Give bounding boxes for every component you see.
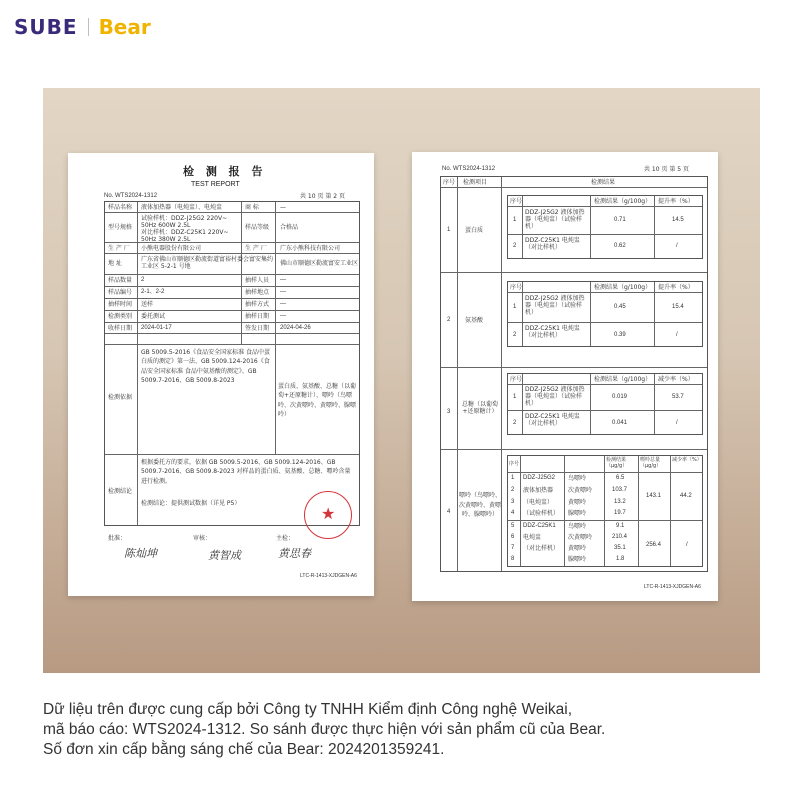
g4-r2-value: 103.7: [612, 487, 628, 493]
label-sample-qty: 样品数量: [108, 277, 133, 284]
report-title: 检 测 报 告: [183, 165, 267, 178]
g4-r6-idx: 6: [511, 534, 515, 540]
g4-r6-value: 210.4: [612, 534, 628, 540]
sube-logo: SUBE: [14, 15, 78, 39]
g2-r2-value: 0.39: [614, 332, 626, 338]
g4-r8-component: 腺嘌呤: [568, 556, 587, 563]
group-2-subtable: [507, 281, 703, 347]
label-issue-date: 签发日期: [245, 325, 270, 332]
g2-col-pct: 提升率（%）: [658, 284, 694, 291]
value-sample-qty: 2: [141, 277, 145, 283]
group-3-no: 3: [447, 409, 451, 415]
g4-r5-idx: 5: [511, 523, 515, 529]
g1-r1-value: 0.71: [614, 217, 626, 223]
group-2-no: 2: [447, 317, 451, 323]
g3-r2-value: 0.041: [612, 420, 628, 426]
seal-star-icon: ★: [321, 506, 336, 523]
g1-r1-idx: 1: [513, 217, 517, 223]
g4-r7-value: 35.1: [614, 545, 626, 551]
g4-col-total: 嘌呤总量（μg/g）: [640, 457, 662, 469]
label-sampling-time: 抽样时间: [108, 301, 133, 308]
group-4-item: 嘌呤（鸟嘌呤、次黄嘌呤、黄嘌呤、腺嘌呤）: [459, 492, 502, 519]
label-model: 型号规格: [108, 224, 133, 231]
label-test-basis: 检测依据: [108, 394, 133, 401]
g4-r3-component: 黄嘌呤: [568, 499, 587, 506]
caption-line-1: Dữ liệu trên được cung cấp bởi Công ty TNHH Kiểm định Công nghệ Weikai,: [43, 701, 573, 718]
group-2-item: 氨基酸: [465, 317, 484, 324]
label-sampler: 抽样人员: [245, 277, 270, 284]
group-4-no: 4: [447, 509, 451, 515]
g2-col-unit: 检测结果（g/100g）: [594, 284, 652, 291]
g4-r5-value: 9.1: [616, 523, 625, 529]
value-items-tested: 蛋白质、氨基酸、总糖（以葡萄+还原糖计）、嘌呤（鸟嘌呤、次黄嘌呤、黄嘌呤、腺嘌呤）: [278, 383, 357, 418]
value-issue-date: 2024-04-26: [280, 325, 311, 331]
header-item: 检测项目: [463, 179, 488, 186]
g2-r2-idx: 2: [513, 332, 517, 338]
g3-r1-pct: 53.7: [672, 394, 684, 400]
g4-r7-component: 黄嘌呤: [568, 545, 587, 552]
g4-r1-value: 6.5: [616, 475, 625, 481]
g4-r6-component: 次黄嘌呤: [568, 534, 593, 541]
label-address: 地 址: [108, 260, 122, 267]
report-number-right: No. WTS2024-1312: [442, 166, 496, 172]
g4-r4-component: 腺嘌呤: [568, 510, 587, 517]
label-sample-name: 样品名称: [108, 204, 133, 211]
g1-r2-sample: DDZ-C25K1 电炖盅（对比样机）: [525, 237, 580, 252]
g1-col-unit: 检测结果（g/100g）: [594, 198, 652, 205]
results-table: [440, 176, 708, 572]
g1-r1-sample: DDZ-J25G2 液体加热器（电炖盅）（试验样机）: [525, 209, 585, 231]
g4-r8-idx: 8: [511, 556, 515, 562]
g2-r1-idx: 1: [513, 304, 517, 310]
label-sampling-date: 抽样日期: [245, 313, 270, 320]
header-no: 序号: [443, 179, 456, 186]
group-3-subtable: [507, 373, 703, 435]
group-1-item: 蛋白质: [465, 227, 484, 234]
g3-r1-idx: 1: [513, 394, 517, 400]
value-conclusion: 根据委托方的要求，依据 GB 5009.5-2016、GB 5009.124-2016、GB 5009.7-2016、GB 5009.8-2023 对样品的蛋白质、氨基酸、总糖、嘌呤含量进行检测。: [141, 459, 351, 485]
g4-r3-value: 13.2: [614, 499, 626, 505]
header-result: 检测结果: [591, 179, 616, 186]
g3-r1-value: 0.019: [612, 394, 628, 400]
page-indicator-right: 共 10 页 第 5 页: [644, 166, 689, 173]
group-3-item: 总糖（以葡萄+还原糖计）: [461, 401, 498, 416]
g4-r3-idx: 3: [511, 499, 515, 505]
g3-col-pct: 减少率（%）: [658, 376, 694, 383]
g2-r1-sample: DDZ-J25G2 液体加热器（电炖盅）（试验样机）: [525, 295, 585, 317]
approver-signature: 陈灿坤: [124, 547, 157, 560]
g4-r1-sample: DDZ-J25G2: [523, 475, 556, 481]
value-sample-id: 2-1、2-2: [141, 289, 165, 295]
test-report-cover-page: [68, 153, 374, 596]
label-sampling-location: 抽样地点: [245, 289, 270, 296]
g3-r2-sample: DDZ-C25K1 电炖盅（对比样机）: [525, 413, 580, 428]
value-sampling-date: —: [280, 313, 286, 319]
label-producer: 生 产 厂: [245, 245, 267, 252]
caption-line-2: mã báo cáo: WTS2024-1312. So sánh được thực hiện với sản phẩm cũ của Bear.: [43, 721, 606, 738]
value-sampling-time: 送样: [141, 301, 154, 308]
label-receipt-date: 收样日期: [108, 325, 133, 332]
g4-r6-sample: 电炖盅: [523, 534, 542, 541]
g4-r4-sample: （试验样机）: [523, 510, 560, 517]
group-1-subtable: [507, 195, 703, 259]
value-producer-address: 佛山市顺德区勒流富安工业区: [280, 260, 359, 267]
form-code-right: LTC-R-1413-XJDGEN-A6: [644, 584, 701, 590]
reviewer-signature: 黄智成: [208, 549, 241, 562]
value-model-test: 试验样机：DDZ-J25G2 220V~ 50Hz 600W 2.5L: [141, 215, 228, 230]
brand-header: [14, 10, 151, 44]
value-sampling-method: —: [280, 301, 286, 307]
g4-r7-idx: 7: [511, 545, 515, 551]
label-trademark: 商 标: [245, 204, 259, 211]
test-results-page: [412, 152, 718, 601]
value-address: 广东省佛山市顺德区勒流街道富裕村委会富安集约工业区 5-2-1 号地: [141, 256, 274, 271]
tester-signature: 黄思春: [278, 547, 311, 560]
label-sampling-method: 抽样方式: [245, 301, 270, 308]
group-4-subtable: [507, 455, 703, 567]
g4-r5-sample: DDZ-C25K1: [523, 523, 556, 529]
g3-r2-idx: 2: [513, 420, 517, 426]
value-sample-note: 检测结论：提供测试数据（详见 P5）: [141, 500, 241, 507]
report-info-table: [104, 201, 360, 526]
label-sample-id: 样品编号: [108, 289, 133, 296]
g4-r7-sample: （对比样机）: [523, 545, 560, 552]
tester-label: 主检：: [276, 535, 295, 542]
approver-label: 批准：: [108, 535, 127, 542]
caption-line-3: Số đơn xin cấp bằng sáng chế của Bear: 2024201359241.: [43, 741, 445, 758]
reviewer-label: 审核：: [193, 535, 212, 542]
g1-col-pct: 提升率（%）: [658, 198, 694, 205]
g4-r1-component: 鸟嘌呤: [568, 475, 587, 482]
logo-divider: [88, 18, 89, 36]
g2-r2-sample: DDZ-C25K1 电炖盅（对比样机）: [525, 325, 580, 340]
value-sample-name: 液体加热器（电炖盅）、电炖盅: [141, 204, 223, 211]
g4-r1-idx: 1: [511, 475, 515, 481]
g4-r4-value: 19.7: [614, 510, 626, 516]
g4-pct-test: 44.2: [680, 493, 692, 499]
g4-r2-idx: 2: [511, 487, 515, 493]
g4-pct-compare: /: [686, 542, 688, 548]
g2-r2-pct: /: [676, 332, 678, 338]
g3-col-idx: 序号: [510, 376, 523, 383]
form-code: LTC-R-1413-XJDGEN-A6: [300, 573, 357, 579]
g2-col-idx: 序号: [510, 284, 523, 291]
g3-r2-pct: /: [676, 420, 678, 426]
g4-col-pct: 减少率（%）: [672, 457, 702, 463]
g4-total-compare: 256.4: [646, 542, 662, 548]
group-1-no: 1: [447, 227, 451, 233]
report-number: No. WTS2024-1312: [104, 193, 158, 199]
g2-r1-pct: 15.4: [672, 304, 684, 310]
g4-col-idx: 序号: [509, 461, 520, 467]
g4-r5-component: 鸟嘌呤: [568, 523, 587, 530]
g4-r8-value: 1.8: [616, 556, 625, 562]
value-receipt-date: 2024-01-17: [141, 325, 172, 331]
g4-r3-sample: （电炖盅）: [523, 499, 554, 506]
g1-r2-value: 0.62: [614, 243, 626, 249]
value-trademark: —: [280, 204, 286, 211]
report-panel: [43, 88, 760, 673]
report-subtitle: TEST REPORT: [191, 181, 240, 188]
value-test-category: 委托测试: [141, 313, 166, 320]
g4-r2-component: 次黄嘌呤: [568, 487, 593, 494]
g4-r2-sample: 液体加热器: [523, 487, 554, 494]
label-test-category: 检测类别: [108, 313, 133, 320]
g3-col-unit: 检测结果（g/100g）: [594, 376, 652, 383]
caption-block: [43, 700, 763, 760]
g1-r2-pct: /: [676, 243, 678, 249]
label-sample-grade: 样品等级: [245, 224, 270, 231]
g2-r1-value: 0.45: [614, 304, 626, 310]
bear-logo: Bear: [98, 15, 151, 39]
g3-r1-sample: DDZ-J25G2 液体加热器（电炖盅）（试验样机）: [525, 386, 585, 408]
value-sampler: —: [280, 277, 286, 283]
official-seal: [304, 491, 352, 539]
g1-r1-pct: 14.5: [672, 217, 684, 223]
page-indicator: 共 10 页 第 2 页: [300, 193, 345, 200]
value-test-basis: GB 5009.5-2016《食品安全国家标准 食品中蛋白质的测定》第一法、GB 5009.124-2016《食品安全国家标准 食品中氨基酸的测定》、GB 5009.7-2016、GB 5009.8-2023: [141, 349, 271, 384]
label-conclusion: 检测结论: [108, 488, 133, 495]
label-manufacturer: 生 产 厂: [108, 245, 130, 252]
value-model-compare: 对比样机：DDZ-C25K1 220V~ 50Hz 380W 2.5L: [141, 229, 229, 244]
g1-r2-idx: 2: [513, 243, 517, 249]
g1-col-idx: 序号: [510, 198, 523, 205]
value-sampling-location: —: [280, 289, 286, 295]
g4-col-unit: 检测结果（μg/g）: [606, 457, 628, 469]
g4-r4-idx: 4: [511, 510, 515, 516]
value-producer: 广东小熊科技有限公司: [280, 245, 341, 252]
value-manufacturer: 小熊电器股份有限公司: [141, 245, 202, 252]
value-sample-grade: 合格品: [280, 224, 299, 231]
g4-total-test: 143.1: [646, 493, 662, 499]
